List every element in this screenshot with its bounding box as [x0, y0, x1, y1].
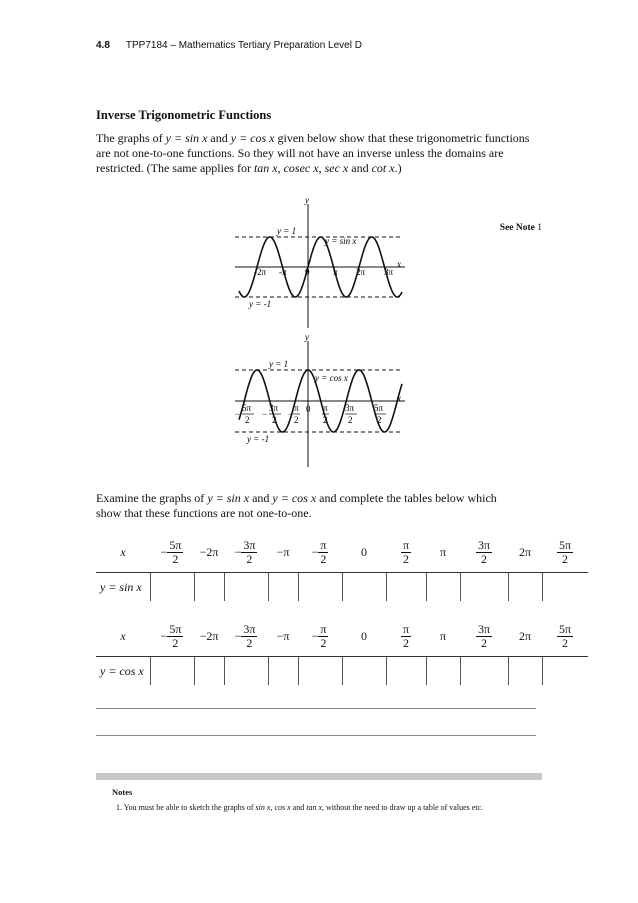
- x-cell: − $\frac{\pi}{2}$: [311, 537, 327, 566]
- svg-text:2: 2: [272, 415, 277, 425]
- eq-sin: y = sin x: [165, 131, 208, 145]
- answer-cell[interactable]: [268, 573, 298, 602]
- notes-heading: Notes: [112, 787, 133, 797]
- svg-text:2: 2: [245, 415, 250, 425]
- tick-label: 0: [305, 267, 310, 277]
- page-number: 4.8: [96, 40, 110, 51]
- tick-label: 2π: [356, 267, 366, 277]
- label-y-min: y = -1: [249, 299, 272, 309]
- answer-cell[interactable]: [298, 657, 342, 686]
- svg-text:2: 2: [294, 415, 299, 425]
- answer-cell[interactable]: [542, 657, 588, 686]
- tick-3pi-2: [345, 403, 357, 425]
- answer-cell[interactable]: [342, 573, 386, 602]
- label-sin-curve: y = sin x: [325, 236, 357, 246]
- answer-cell[interactable]: [268, 657, 298, 686]
- x-cell: $\frac{5\pi}{2}$: [558, 537, 572, 566]
- header-text: TPP7184 – Mathematics Tertiary Preparation Level D: [125, 40, 362, 51]
- x-cell: $\frac{3\pi}{2}$: [477, 621, 491, 650]
- tick-label: -2π: [254, 267, 267, 277]
- x-cell: π: [439, 544, 447, 559]
- svg-text:−: −: [235, 409, 241, 419]
- intro-paragraph: [96, 131, 546, 176]
- answer-cell[interactable]: [298, 573, 342, 602]
- tick-label: 3π: [384, 267, 394, 277]
- answer-cell[interactable]: [508, 573, 542, 602]
- tick-zero: 0: [306, 404, 311, 414]
- answer-cell[interactable]: [460, 573, 508, 602]
- x-cell: − $\frac{5\pi}{2}$: [160, 537, 182, 566]
- answer-cell[interactable]: [224, 657, 268, 686]
- cosine-graph: [225, 335, 410, 470]
- tick-label: π: [333, 267, 338, 277]
- intro-line-2: are not one-to-one functions. So they will not have an inverse unless the domains are: [96, 146, 504, 160]
- x-cell: $\frac{3\pi}{2}$: [477, 537, 491, 566]
- cos-row-label: y = cos x: [96, 657, 150, 686]
- x-axis-label: x: [397, 393, 401, 403]
- answer-cell[interactable]: [194, 657, 224, 686]
- see-note: See Note 1: [499, 223, 542, 233]
- x-cell: π: [439, 628, 447, 643]
- x-cell: 0: [361, 544, 367, 559]
- label-y-max: y = 1: [269, 359, 289, 369]
- answer-cell[interactable]: [150, 657, 194, 686]
- svg-text:π: π: [323, 403, 328, 413]
- x-cell: −2π: [199, 544, 219, 559]
- notes-divider: [96, 773, 542, 780]
- y-axis-label: y: [305, 198, 309, 205]
- answer-cell[interactable]: [224, 573, 268, 602]
- x-cell: − $\frac{3\pi}{2}$: [234, 621, 256, 650]
- answer-cell[interactable]: [426, 657, 460, 686]
- examine-paragraph: [96, 491, 546, 521]
- label-cos-curve: y = cos x: [315, 373, 348, 383]
- svg-text:2: 2: [323, 415, 328, 425]
- intro-line-3: restricted. (The same applies for tan x, cosec x, sec x and cot x.): [96, 161, 402, 175]
- x-cell: $\frac{\pi}{2}$: [402, 537, 410, 566]
- x-cell: −π: [276, 544, 290, 559]
- label-y-max: y = 1: [277, 226, 297, 236]
- eq-cos: y = cos x: [230, 131, 275, 145]
- svg-text:2: 2: [348, 415, 353, 425]
- svg-text:−: −: [288, 409, 294, 419]
- tick-neg-5pi-2: [235, 403, 254, 425]
- answer-cell[interactable]: [508, 657, 542, 686]
- answer-cell[interactable]: [386, 657, 426, 686]
- x-axis-label: x: [397, 259, 401, 269]
- examine-line-2: show that these functions are not one-to-one.: [96, 506, 312, 520]
- answer-cell[interactable]: [426, 573, 460, 602]
- tick-label: -π: [279, 267, 287, 277]
- section-title: Inverse Trigonometric Functions: [96, 108, 272, 122]
- answer-cell[interactable]: [342, 657, 386, 686]
- x-cell: $\frac{\pi}{2}$: [402, 621, 410, 650]
- x-cell: 0: [361, 628, 367, 643]
- x-cell: 2π: [518, 628, 532, 643]
- answer-cell[interactable]: [150, 573, 194, 602]
- sin-table: [96, 532, 588, 601]
- sine-graph: [225, 198, 410, 328]
- x-cell: −π: [276, 628, 290, 643]
- cos-table: [96, 616, 588, 685]
- answer-cell[interactable]: [386, 573, 426, 602]
- cos-answer-row: [96, 657, 588, 686]
- svg-text:5π: 5π: [374, 403, 384, 413]
- x-cell: − $\frac{\pi}{2}$: [311, 621, 327, 650]
- x-label: x: [120, 628, 126, 643]
- svg-text:π: π: [294, 403, 299, 413]
- svg-text:5π: 5π: [242, 403, 252, 413]
- tick-pi-2: [322, 403, 329, 425]
- note-item-1: 1. You must be able to sketch the graphs of sin x, cos x and tan x, without the need to draw up a table of values etc.: [116, 803, 484, 812]
- answer-cell[interactable]: [194, 573, 224, 602]
- x-cell: − $\frac{3\pi}{2}$: [234, 537, 256, 566]
- page-header: [96, 40, 362, 51]
- x-cell: 2π: [518, 544, 532, 559]
- svg-text:3π: 3π: [345, 403, 355, 413]
- x-cell: −2π: [199, 628, 219, 643]
- sin-answer-row: [96, 573, 588, 602]
- answer-line[interactable]: [96, 708, 536, 709]
- x-label: x: [120, 544, 126, 559]
- svg-text:−: −: [262, 409, 268, 419]
- x-row: [96, 616, 588, 657]
- y-axis-label: y: [305, 335, 309, 342]
- tick-neg-3pi-2: [262, 403, 281, 425]
- x-cell: $\frac{5\pi}{2}$: [558, 621, 572, 650]
- sin-row-label: y = sin x: [96, 573, 150, 602]
- answer-cell[interactable]: [460, 657, 508, 686]
- answer-cell[interactable]: [542, 573, 588, 602]
- x-row: [96, 532, 588, 573]
- intro-line-1: The graphs of y = sin x and y = cos x given below show that these trigonometric functions: [96, 131, 530, 145]
- svg-text:2: 2: [377, 415, 382, 425]
- x-cell: − $\frac{5\pi}{2}$: [160, 621, 182, 650]
- answer-line[interactable]: [96, 735, 536, 736]
- svg-text:3π: 3π: [269, 403, 279, 413]
- tick-5pi-2: [374, 403, 386, 425]
- examine-line-1: Examine the graphs of y = sin x and y = cos x and complete the tables below which: [96, 491, 497, 505]
- label-y-min: y = -1: [247, 434, 270, 444]
